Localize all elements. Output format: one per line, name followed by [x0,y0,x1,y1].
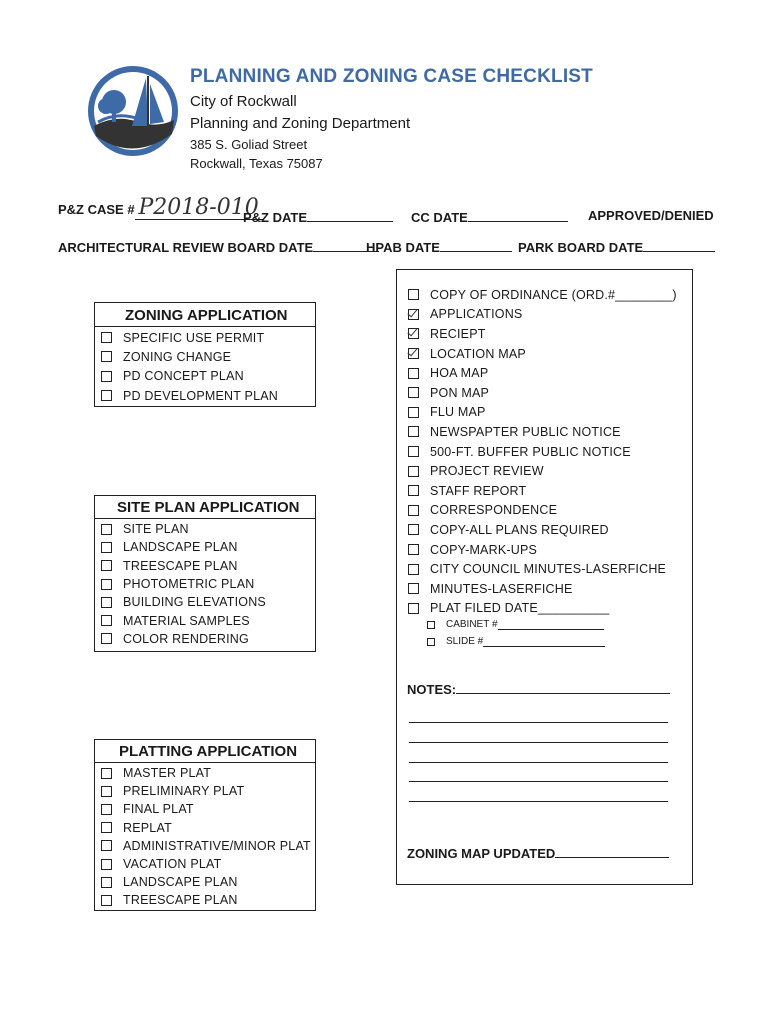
checkbox[interactable] [101,768,112,779]
notes-line[interactable] [409,801,668,802]
checklist-item[interactable] [408,540,677,560]
checkbox[interactable] [408,368,419,379]
checklist-item-label: STAFF REPORT [430,483,527,498]
checkbox[interactable] [408,524,419,535]
department-name: Planning and Zoning Department [190,115,411,132]
checklist-item[interactable] [408,324,677,344]
checklist-item-label: TREESCAPE PLAN [123,893,238,908]
checklist-item[interactable] [408,461,677,481]
checklist-item-label: VACATION PLAT [123,857,222,872]
checkbox[interactable] [101,371,112,382]
checklist-item[interactable] [408,559,677,579]
checklist-item[interactable] [408,344,677,364]
checklist-item-label: MATERIAL SAMPLES [123,613,250,628]
site-plan-application-title: SITE PLAN APPLICATION [117,499,300,516]
checklist-item[interactable] [101,593,266,611]
checklist-item-label: MINUTES-LASERFICHE [430,581,573,596]
zoning-application-list [101,328,278,405]
arb-date-label: ARCHITECTURAL REVIEW BOARD DATE [58,240,314,255]
checklist-item-label: LANDSCAPE PLAN [123,540,238,555]
checkbox[interactable] [101,524,112,535]
cabinet-blank[interactable] [498,620,604,630]
checklist-item-label: CITY COUNCIL MINUTES-LASERFICHE [430,562,667,577]
checkbox[interactable] [101,786,112,797]
checklist-item-label: COLOR RENDERING [123,631,249,646]
cc-date-blank[interactable] [468,208,568,222]
checklist-item[interactable] [101,347,278,366]
checkbox[interactable] [101,633,112,644]
cc-date-label: CC DATE [411,210,468,225]
checklist-item-label: PD DEVELOPMENT PLAN [123,388,279,403]
hpab-date-label: HPAB DATE [366,240,440,255]
cabinet-field[interactable] [427,619,604,630]
notes-line[interactable] [409,762,668,763]
checklist-item-label: BUILDING ELEVATIONS [123,595,266,610]
checklist-item-label: PLAT FILED DATE__________ [430,601,610,616]
checklist-item-label: TREESCAPE PLAN [123,558,238,573]
checklist-item[interactable] [101,819,311,837]
checklist-item-label: LANDSCAPE PLAN [123,875,238,890]
checkbox[interactable] [101,895,112,906]
checklist-item-label: MASTER PLAT [123,766,212,781]
checkbox[interactable] [408,407,419,418]
checkbox[interactable] [101,822,112,833]
checkbox[interactable] [408,328,419,339]
checklist-item-label: PRELIMINARY PLAT [123,784,245,799]
checklist-item[interactable] [101,611,266,629]
pz-case-value[interactable]: P2018-010 [135,197,263,220]
site-plan-application-box [94,495,316,652]
checklist-item[interactable] [408,520,677,540]
checklist-item-label: FINAL PLAT [123,802,194,817]
checkbox[interactable] [408,485,419,496]
checkbox[interactable] [408,505,419,516]
checklist-item[interactable] [408,363,677,383]
checklist-item[interactable] [408,285,677,305]
hpab-date-blank[interactable] [440,238,512,252]
checklist-item-label: COPY-MARK-UPS [430,542,538,557]
checklist-item[interactable] [101,538,266,556]
zoning-application-box [94,302,316,407]
slide-blank[interactable] [483,637,605,647]
park-board-label: PARK BOARD DATE [518,240,644,255]
checklist-item-label: PROJECT REVIEW [430,464,544,479]
cabinet-label: CABINET # [446,619,498,630]
checklist-item[interactable] [408,383,677,403]
notes-blank[interactable] [456,680,670,694]
checkbox[interactable] [101,560,112,571]
checklist-item[interactable] [101,328,278,347]
platting-application-list [101,764,311,910]
checklist-item[interactable] [101,891,311,909]
case-checklist [408,285,677,618]
checklist-item-label: ADMINISTRATIVE/MINOR PLAT [123,838,311,853]
checkbox[interactable] [408,309,419,320]
checkbox[interactable] [408,426,419,437]
checkbox[interactable] [408,348,419,359]
checklist-item[interactable] [101,782,311,800]
checkbox[interactable] [101,351,112,362]
checkbox[interactable] [101,804,112,815]
checklist-item-label: 500-FT. BUFFER PUBLIC NOTICE [430,444,631,459]
slide-checkbox[interactable] [427,638,435,646]
checkbox[interactable] [408,387,419,398]
notes-line[interactable] [409,742,668,743]
pz-case-label: P&Z CASE # [58,202,135,217]
approved-denied[interactable]: APPROVED/DENIED [588,208,714,223]
checkbox[interactable] [101,840,112,851]
checkbox[interactable] [101,597,112,608]
platting-application-title: PLATTING APPLICATION [119,743,298,760]
checkbox[interactable] [408,446,419,457]
checklist-item[interactable] [408,579,677,599]
checklist-item-label: LOCATION MAP [430,346,526,361]
checkbox[interactable] [408,564,419,575]
checklist-item[interactable] [101,575,266,593]
city-name: City of Rockwall [190,93,297,110]
checklist-item[interactable] [101,557,266,575]
park-board-blank[interactable] [643,238,715,252]
checklist-item-label: FLU MAP [430,405,486,420]
page-title: PLANNING AND ZONING CASE CHECKLIST [190,66,593,87]
checklist-item-label: COPY OF ORDINANCE (ORD.#________) [430,287,677,302]
checklist-item-label: SITE PLAN [123,522,189,537]
arb-date-field[interactable] [58,238,379,255]
platting-application-box [94,739,316,911]
site-plan-application-list [101,520,266,648]
checklist-item-label: PD CONCEPT PLAN [123,369,244,384]
cc-date-field[interactable] [411,208,568,225]
checklist-item-label: APPLICATIONS [430,307,523,322]
checklist-item[interactable] [101,764,311,782]
checklist-item[interactable] [408,403,677,423]
notes-label: NOTES: [407,682,457,697]
pz-date-label: P&Z DATE [243,210,308,225]
slide-label: SLIDE # [446,636,484,647]
checklist-item-label: PHOTOMETRIC PLAN [123,577,255,592]
checklist-item-label: REPLAT [123,820,172,835]
checklist-item[interactable] [101,873,311,891]
zoning-map-updated-blank[interactable] [555,844,669,858]
street-address: 385 S. Goliad Street [190,137,308,152]
hpab-date-field[interactable] [366,238,512,255]
checklist-item[interactable] [101,855,311,873]
checkbox[interactable] [101,877,112,888]
checklist-item-label: COPY-ALL PLANS REQUIRED [430,522,609,537]
checklist-item-label: SPECIFIC USE PERMIT [123,330,265,345]
checkbox[interactable] [101,615,112,626]
case-checklist-box [396,269,693,885]
pz-date-blank[interactable] [307,208,393,222]
checklist-item[interactable] [101,800,311,818]
checklist-item-label: HOA MAP [430,366,489,381]
notes-field[interactable] [407,680,670,697]
checkbox[interactable] [101,332,112,343]
checklist-item[interactable] [408,442,677,462]
park-board-field[interactable] [518,238,715,255]
checkbox[interactable] [101,390,112,401]
pz-case-field[interactable] [58,197,263,220]
checkbox[interactable] [408,603,419,614]
checkbox[interactable] [408,583,419,594]
checklist-item[interactable] [101,367,278,386]
checklist-item-label: CORRESPONDENCE [430,503,558,518]
city-state-zip: Rockwall, Texas 75087 [190,156,323,171]
cabinet-checkbox[interactable] [427,621,435,629]
checklist-item[interactable] [408,599,677,619]
checklist-item[interactable] [408,501,677,521]
checklist-item[interactable] [101,386,278,405]
checklist-item[interactable] [101,837,311,855]
checkbox[interactable] [408,289,419,300]
checkbox[interactable] [101,579,112,590]
checklist-item-label: ZONING CHANGE [123,349,232,364]
checklist-item[interactable] [408,422,677,442]
slide-field[interactable] [427,636,605,647]
checkbox[interactable] [101,542,112,553]
checkbox[interactable] [408,466,419,477]
checklist-item[interactable] [101,630,266,648]
checklist-item[interactable] [101,520,266,538]
checklist-item-label: PON MAP [430,385,490,400]
zoning-map-updated-field[interactable] [407,844,669,861]
checkbox[interactable] [101,859,112,870]
city-of-rockwall-logo [86,64,180,158]
checkbox[interactable] [408,544,419,555]
zoning-application-title: ZONING APPLICATION [125,307,288,324]
pz-date-field[interactable] [243,208,393,225]
checklist-item[interactable] [408,481,677,501]
notes-line[interactable] [409,781,668,782]
checklist-item-label: NEWSPAPTER PUBLIC NOTICE [430,424,621,439]
notes-line[interactable] [409,722,668,723]
checklist-item[interactable] [408,305,677,325]
checklist-item-label: RECIEPT [430,326,486,341]
zoning-map-updated-label: ZONING MAP UPDATED [407,846,556,861]
